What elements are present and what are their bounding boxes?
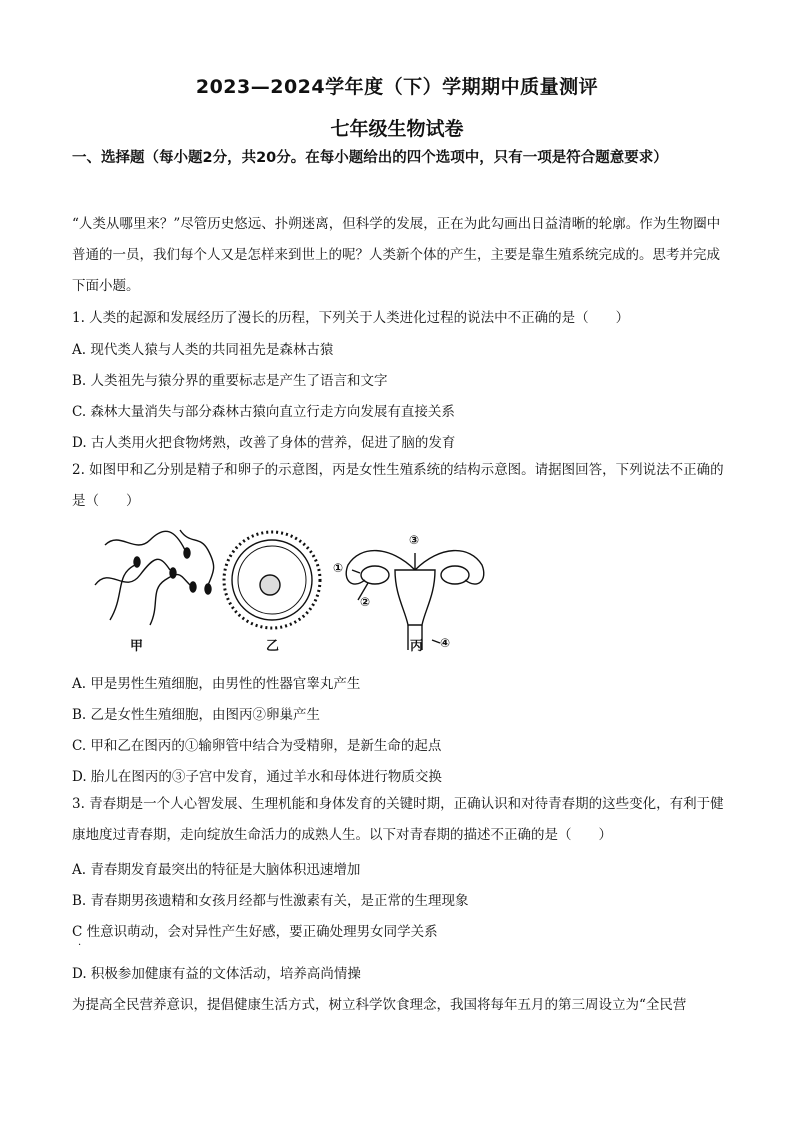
question-3-option-b: B. 青春期男孩遗精和女孩月经都与性激素有关，是正常的生理现象 xyxy=(72,893,469,909)
marker-4: ④ xyxy=(440,636,451,650)
question-1-option-a: A. 现代类人猿与人类的共同祖先是森林古猿 xyxy=(72,342,334,358)
exam-subtitle: 七年级生物试卷 xyxy=(330,118,464,140)
intro-paragraph: “人类从哪里来？”尽管历史悠远、扑朔迷离，但科学的发展，正在为此勾画出日益清晰的轮廓。作为生物圈中普通的一员，我们每个人又是怎样来到世上的呢？人类新个体的产生，主要是靠生殖系统完成的。思考并完成下面小题。 xyxy=(72,216,721,294)
section-heading: 一、选择题（每小题2分，共20分。在每小题给出的四个选项中，只有一项是符合题意要求） xyxy=(72,150,668,166)
exam-title: 2023—2024学年度（下）学期期中质量测评 xyxy=(195,76,599,98)
label-jia: 甲 xyxy=(130,639,144,654)
marker-2: ② xyxy=(360,595,371,609)
question-1-stem: 1. 人类的起源和发展经历了漫长的历程，下列关于人类进化过程的说法中不正确的是（ ） xyxy=(72,310,630,326)
sperm-drawing xyxy=(95,530,214,625)
egg-drawing xyxy=(224,532,320,628)
question-2-stem: 2. 如图甲和乙分别是精子和卵子的示意图，丙是女性生殖系统的结构示意图。请据图回答，下列说法不正确的是（ ） xyxy=(72,462,724,509)
marker-1: ① xyxy=(333,561,344,575)
question-2-option-d: D. 胎儿在图丙的③子宫中发育，通过羊水和母体进行物质交换 xyxy=(72,769,442,785)
label-yi: 乙 xyxy=(266,639,280,654)
question-3-stem: 3. 青春期是一个人心智发展、生理机能和身体发育的关键时期，正确认识和对待青春期的这些变化，有利于健康地度过青春期，走向绽放生命活力的成熟人生。以下对青春期的描述不正确的是（ ） xyxy=(72,796,724,843)
question-2-option-b: B. 乙是女性生殖细胞，由图丙②卵巢产生 xyxy=(72,707,321,723)
next-passage-start: 为提高全民营养意识，提倡健康生活方式，树立科学饮食理念，我国将每年五月的第三周设立为“全民营 xyxy=(72,997,687,1013)
reproduction-figure xyxy=(90,525,490,655)
label-bing: 丙 xyxy=(410,639,424,654)
stray-dot: · xyxy=(78,940,82,951)
marker-3: ③ xyxy=(409,533,420,547)
question-2-option-a: A. 甲是男性生殖细胞，由男性的性器官睾丸产生 xyxy=(72,676,361,692)
question-1-option-d: D. 古人类用火把食物烤熟，改善了身体的营养，促进了脑的发育 xyxy=(72,435,456,451)
question-1-option-c: C. 森林大量消失与部分森林古猿向直立行走方向发展有直接关系 xyxy=(72,404,455,420)
question-2-option-c: C. 甲和乙在图丙的①输卵管中结合为受精卵，是新生命的起点 xyxy=(72,738,442,754)
question-1-option-b: B. 人类祖先与猿分界的重要标志是产生了语言和文字 xyxy=(72,373,388,389)
question-3-option-d: D. 积极参加健康有益的文体活动，培养高尚情操 xyxy=(72,966,361,982)
question-3-option-c: C 性意识萌动，会对异性产生好感，要正确处理男女同学关系 xyxy=(72,924,438,940)
reproduction-diagram xyxy=(90,525,490,655)
question-3-option-a: A. 青春期发育最突出的特征是大脑体积迅速增加 xyxy=(72,862,361,878)
